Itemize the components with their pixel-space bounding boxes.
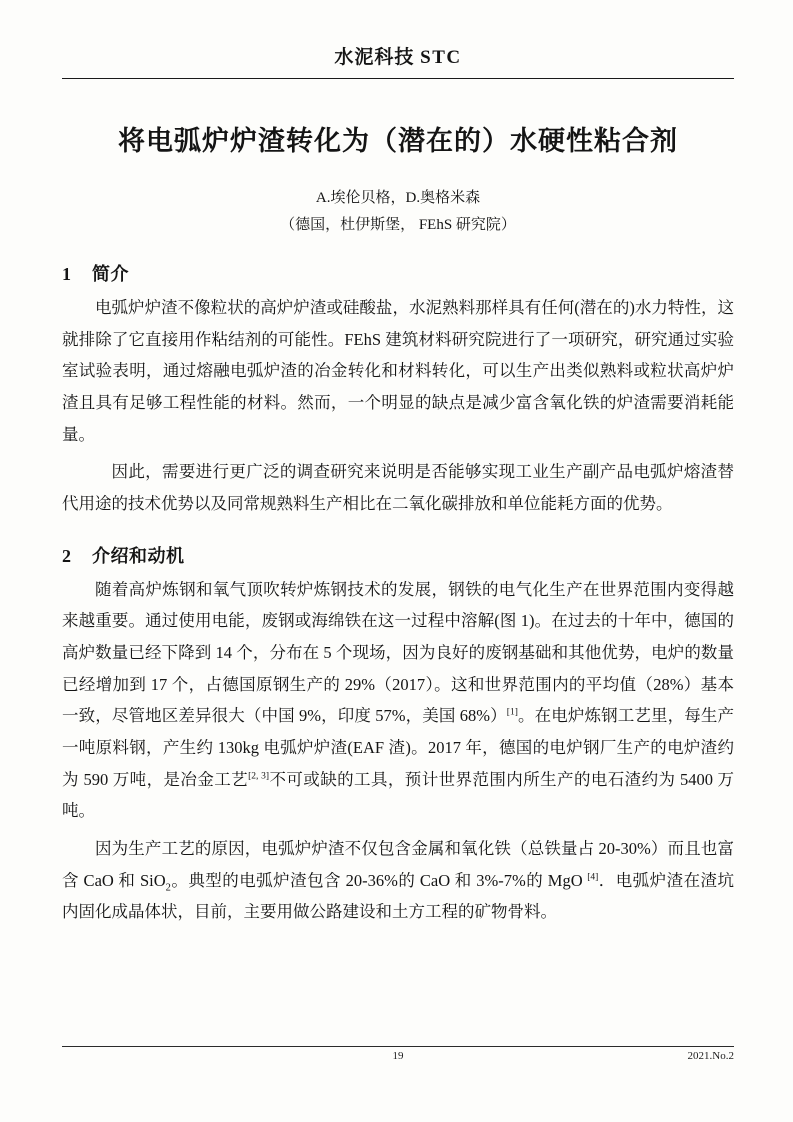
running-head (62, 42, 734, 78)
section-number-1: 1 (62, 263, 72, 284)
section-heading-1 (62, 260, 734, 286)
paragraph-2-2: 因为生产工艺的原因，电弧炉炉渣不仅包含金属和氧化铁（总铁量占 20-30%）而且也富含 CaO 和 SiO$_2$。典型的电弧炉渣包含 20-36%的 CaO 和 3%-7%的 MgO [4]．电弧炉渣在渣坑内固化成晶体状，目前，主要用做公路建设和土方工程的矿物骨料。 (62, 839, 735, 922)
section-number-2: 2 (62, 545, 72, 566)
page-footer (62, 1046, 734, 1066)
author-affiliation: （德国，杜伊斯堡， FEhS 研究院） (280, 216, 516, 233)
section-heading-2 (62, 542, 734, 568)
journal-name-cn: 水泥科技 (334, 47, 415, 68)
paragraph-1-2: 因此，需要进行更广泛的调查研究来说明是否能够实现工业生产副产品电弧炉熔渣替代用途的技术优势以及同常规熟料生产相比在二氧化碳排放和单位能耗方面的优势。 (62, 462, 734, 513)
paragraph-2-1: 随着高炉炼钢和氧气顶吹转炉炼钢技术的发展，钢铁的电气化生产在世界范围内变得越来越重要。通过使用电能，废钢或海绵铁在这一过程中溶解(图 1)。在过去的十年中，德国的高炉数量已经下降到 14 个，分布在 5 个现场，因为良好的废钢基础和其他优势，电炉的数量已经增加到 17 个，占德国原钢生产的 29%（2017）。这和世界范围内的平均值（28%）基本一致，尽管地区差异很大（中国 9%，印度 57%，美国 68%）[1]。在电炉炼钢工艺里，每生产一吨原料钢，产生约 130kg 电弧炉炉渣(EAF 渣)。2017 年，德国的电炉钢厂生产的电炉渣约为 590 万吨，是冶金工艺[2, 3]不可或缺的工具，预计世界范围内所生产的电石渣约为 5400 万吨。 (62, 579, 735, 821)
issue-label: 2021.No.2 (687, 1050, 734, 1062)
page-title: 将电弧炉炉渣转化为（潜在的）水硬性粘合剂 (118, 126, 678, 156)
section-title-2: 介绍和动机 (92, 545, 185, 566)
page-content (62, 0, 734, 928)
section-title-1: 简介 (92, 263, 129, 284)
page-number: 19 (392, 1050, 404, 1062)
paragraph-1-1: 电弧炉炉渣不像粒状的高炉炉渣或硅酸盐，水泥熟料那样具有任何(潜在的)水力特性，这就排除了它直接用作粘结剂的可能性。FEhS 建筑材料研究院进行了一项研究，研究通过实验室试验表明，通过熔融电弧炉渣的冶金转化和材料转化，可以生产出类似熟料或粒状高炉炉渣且具有足够工程性能的材料。然而，一个明显的缺点是减少富含氧化铁的炉渣需要消耗能量。 (62, 297, 734, 444)
footer-divider (62, 1046, 734, 1047)
journal-abbreviation: STC (420, 47, 462, 68)
header-divider (62, 78, 734, 79)
author-list: A.埃伦贝格，D.奥格米森 (315, 190, 481, 207)
